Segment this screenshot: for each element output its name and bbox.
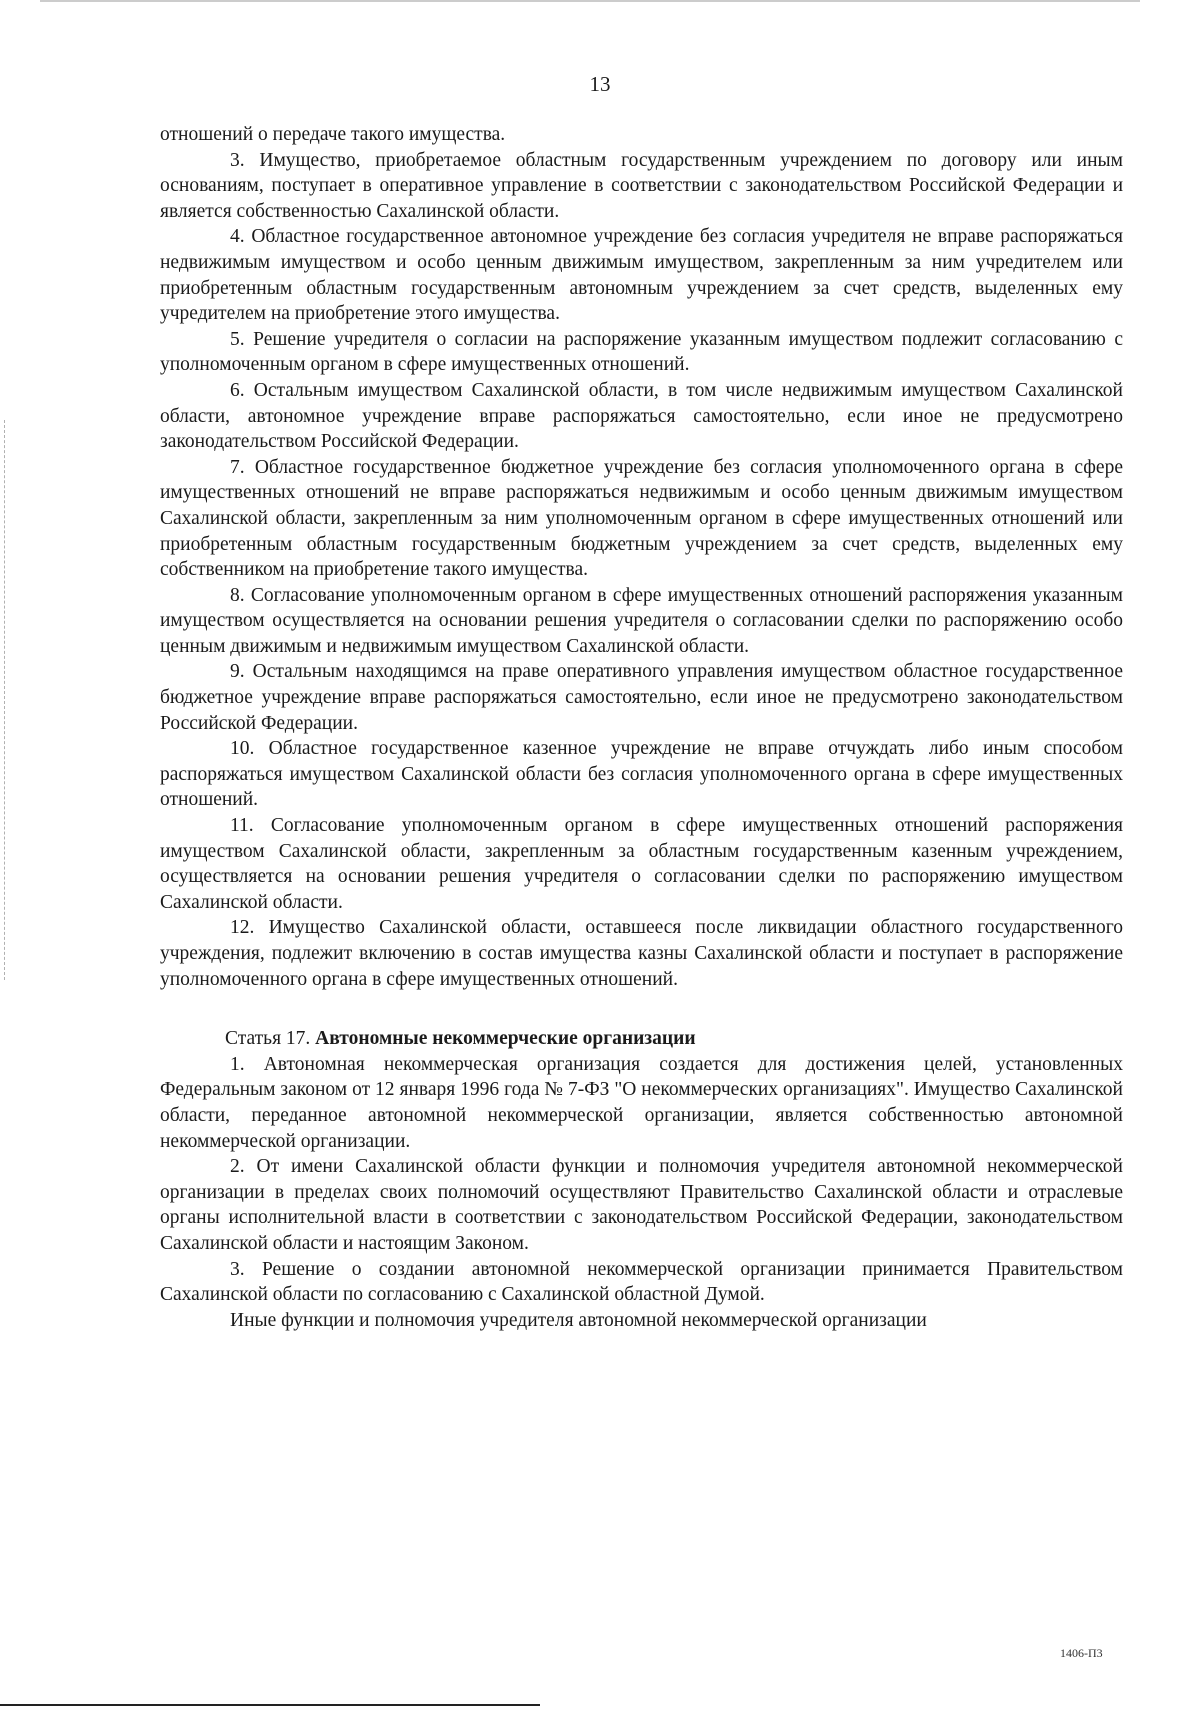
- scan-artifact-bottom: [0, 1704, 540, 1706]
- scan-artifact-left-edge: [4, 420, 6, 980]
- article-paragraph-3: 3. Решение о создании автономной некоммерческой организации принимается Правительством Сахалинской области по согласованию с Сахалинской областной Думой.: [160, 1258, 1123, 1306]
- article-paragraph-2: 2. От имени Сахалинской области функции и полномочия учредителя автономной некоммерческой организации в пределах своих полномочий осуществляют Правительство Сахалинской области и отраслевые органы исполнительной власти в соответствии с законодательством Российской Федерации, законодательством Сахалинской области и настоящим Законом.: [160, 1156, 1123, 1254]
- article-prefix: Статья 17.: [225, 1028, 316, 1050]
- paragraph-item-11: 11. Согласование уполномоченным органом в сфере имущественных отношений распоряжения имуществом Сахалинской области, закрепленным за областным государственным казенным учреждением, осуществляется на основании решения учредителя о согласовании сделки по распоряжению имуществом Сахалинской области.: [160, 815, 1123, 913]
- paragraph: отношений о передаче такого имущества.: [160, 124, 506, 145]
- paragraph-item-6: 6. Остальным имуществом Сахалинской области, в том числе недвижимым имуществом Сахалинской области, автономное учреждение вправе распоряжаться самостоятельно, если иное не предусмотрено законодательством Российской Федерации.: [160, 379, 1123, 453]
- paragraph-item-4: 4. Областное государственное автономное учреждение без согласия учредителя не вправе распоряжаться недвижимым имуществом и особо ценным движимым имуществом, закрепленным за ним учредителем или приобретенным областным государственным автономным учреждением за счет средств, выделенных ему учредителем на приобретение этого имущества.: [160, 226, 1123, 325]
- document-code: 1406-П3: [1060, 1646, 1103, 1660]
- article-paragraph-1: 1. Автономная некоммерческая организация создается для достижения целей, установленных Федеральным законом от 12 января 1996 года № 7-ФЗ "О некоммерческих организациях". Имущество Сахалинской области, переданное автономной некоммерческой организации, является собственностью автономной некоммерческой организации.: [160, 1053, 1123, 1152]
- paragraph-item-3: 3. Имущество, приобретаемое областным государственным учреждением по договору или иным основаниям, поступает в оперативное управление в соответствии с законодательством Российской Федерации и является собственностью Сахалинской области.: [160, 149, 1123, 222]
- paragraph-item-10: 10. Областное государственное казенное учреждение не вправе отчуждать либо иным способом распоряжаться имуществом Сахалинской области без согласия уполномоченного органа в сфере имущественных отношений.: [160, 738, 1123, 811]
- article-heading: [160, 1026, 1123, 1052]
- scan-artifact-top: [40, 0, 1140, 2]
- paragraph-item-9: 9. Остальным находящимся на праве оперативного управления имуществом областное государственное бюджетное учреждение вправе распоряжаться самостоятельно, если иное не предусмотрено законодательством Российской Федерации.: [160, 661, 1123, 734]
- paragraph-item-12: 12. Имущество Сахалинской области, оставшееся после ликвидации областного государственного учреждения, подлежит включению в состав имущества казны Сахалинской области и поступает в распоряжение уполномоченного органа в сфере имущественных отношений.: [160, 917, 1123, 990]
- document-body: [160, 122, 1123, 1333]
- page-number: 13: [589, 72, 611, 96]
- paragraph-item-5: 5. Решение учредителя о согласии на распоряжение указанным имуществом подлежит согласованию с уполномоченным органом в сфере имущественных отношений.: [160, 328, 1123, 376]
- article-paragraph-continuation: Иные функции и полномочия учредителя автономной некоммерческой организации: [230, 1309, 927, 1331]
- article-title: Автономные некоммерческие организации: [315, 1028, 696, 1050]
- paragraph-item-7: 7. Областное государственное бюджетное учреждение без согласия уполномоченного органа в сфере имущественных отношений не вправе распоряжаться недвижимым и особо ценным движимым имуществом Сахалинской области, закрепленным за ним уполномоченным органом в сфере имущественных отношений или приобретенным областным государственным бюджетным учреждением за счет средств, выделенных ему собственником на приобретение такого имущества.: [160, 456, 1123, 581]
- paragraph-item-8: 8. Согласование уполномоченным органом в сфере имущественных отношений распоряжения указанным имуществом осуществляется на основании решения учредителя о согласовании сделки по распоряжению особо ценным движимым и недвижимым имуществом Сахалинской области.: [160, 584, 1123, 657]
